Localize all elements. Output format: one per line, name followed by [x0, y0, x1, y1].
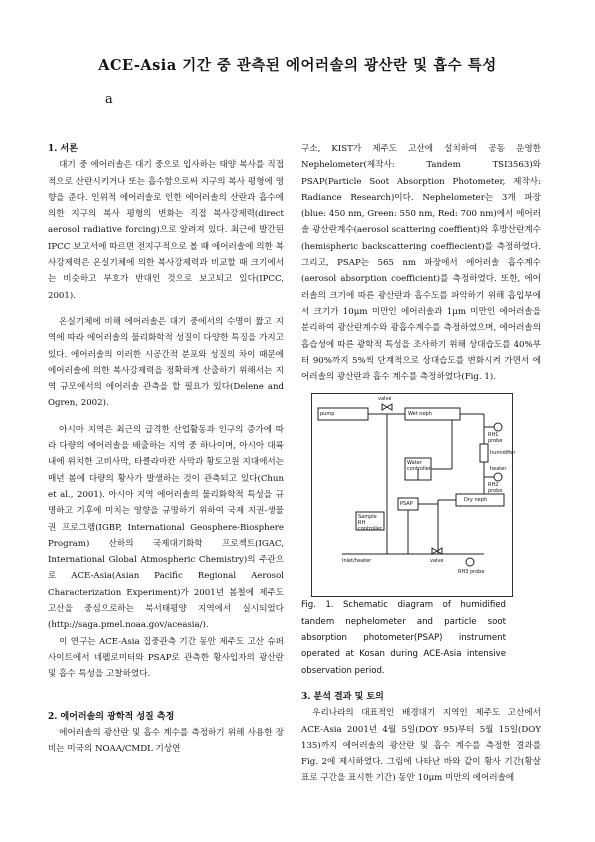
label-sampling-controller: Sample RH controller — [358, 514, 382, 533]
label-rh2-probe: RH2 probe — [488, 482, 503, 495]
methods-heading: 2. 에어러솔의 광학적 성질 측정 — [48, 711, 175, 722]
label-heater: heater — [490, 466, 507, 473]
intro-paragraph-3: 아시아 지역은 최근의 급격한 산업활동과 인구의 증가에 따라 다량의 에어러솔을 배출하는 지역 중 하나이며, 아시아 대륙 내에 위치한 고비사막, 타클라마칸 사막과 황토고원 지대에서는 매년 봄에 다량의 황사가 발생하는 것이 관측되고 있다(Chun et al., 2001). 아시아 지역 에어러솔의 물리화학적 특성을 규명하고 기후에 미치는 영향을 규명하기 위하여 국제 지권-생물권 프로그램(IGBP, International Geosphere-Biosphere Program) 산하의 국제대기화학 프로젝트(IGAC, International Global Atmospheric Chemistry)의 주관으로 ACE-Asia(Asian Pacific Regional Aerosol Characterization Experiment)가 2001년 봄철에 제주도 고산을 중심으로하는 북서태평양 지역에서 실시되었다(http://saga.pmel.noaa.gov/aceasia/). — [48, 424, 284, 631]
label-humidifier: humidifier — [490, 450, 516, 457]
label-rh1-probe: RH1 probe — [488, 432, 503, 445]
schematic-diagram — [312, 394, 512, 596]
results-heading: 3. 분석 결과 및 토의 — [301, 691, 384, 702]
label-pump: pump — [320, 411, 335, 418]
left-column — [48, 141, 284, 757]
figure-schematic — [311, 393, 516, 597]
label-dry-neph: Dry neph — [464, 497, 488, 504]
label-valve: valve — [378, 396, 392, 403]
intro-paragraph-4: 이 연구는 ACE-Asia 집중관측 기간 동안 제주도 고산 슈퍼사이트에서 네펠로미터와 PSAP로 관측한 황사입자의 광산란 및 흡수 특성을 고찰하였다. — [48, 636, 284, 680]
intro-paragraph-1: 대기 중 에어러솔은 대기 중으로 입사하는 태양 복사를 직접적으로 산란시키거나 또는 흡수함으로써 지구의 복사 평형에 영향을 준다. 인위적 에어러솔로 인한 에어러솔의 산란과 흡수에 의한 지구의 복사 평형의 변화는 직접 복사강제력(direct aerosol radiative forcing)으로 알려져 있다. 최근에 발간된 IPCC 보고서에 따르면 전지구적으로 볼 때 에어러솔에 의한 복사강제력은 온실기체에 의한 복사강제력과 비교할 때 크기에서는 비슷하고 부호가 반대인 것으로 보고되고 있다(IPCC, 2001). — [48, 160, 284, 301]
methods-paragraph-1: 에어러솔의 광산란 및 흡수 계수를 측정하기 위해 사용한 장비는 미국의 NOAA/CMDL 기상연 — [48, 727, 284, 755]
label-psap: PSAP — [400, 501, 413, 508]
methods-paragraph-2: 구소, KIST가 제주도 고산에 설치하여 공동 운영한 Nephelometer(제작사: Tandem TSI3563)와 PSAP(Particle Soot Absorption Photometer, 제작사: Radiance Research)이다. Nephelometer는 3개 파장(blue: 450 nm, Green: 550 nm, Red: 700 nm)에서 에어러솔 광산란계수(aerosol scattering coeffient)와 후방산란계수(hemispheric backscattering coeffiecient)를 측정하였다. 그리고, PSAP는 565 nm 파장에서 에어러솔 흡수계수(aerosol absorption coefficient)를 측정하였다. 또한, 에어러솔의 크기에 따른 광산란과 흡수도를 파악하기 위해 흡입부에서 크기가 10μm 미만인 에어러솔과 1μm 미만인 에어러솔을 분리하여 광산란계수와 광흡수계수를 측정하였으며, 에어러솔의 흡습성에 따른 광학적 특성을 조사하기 위해 상대습도를 40%부터 90%까지 5%씩 단계적으로 상대습도를 변화시켜 가면서 에어러솔의 광산란과 흡수 계수를 측정하였다(Fig. 1). — [301, 144, 541, 383]
label-valve-2: valve — [430, 558, 444, 565]
intro-heading: 1. 서론 — [48, 144, 78, 154]
page-title: ACE-Asia 기간 중 관측된 에어러솔의 광산란 및 흡수 특성 — [98, 57, 497, 74]
right-column — [301, 141, 541, 787]
intro-paragraph-2: 온실기체에 비해 에어러솔은 대기 중에서의 수명이 짧고 지역에 따라 에어러솔의 물리화학적 성질이 다양한 특징을 가지고 있다. 에어러솔의 이러한 시공간적 분포와 성질의 차이 때문에 에어러솔에 의한 복사강제력을 정확하게 산출하기 위해서는 지역 규모에서의 에어러솔 관측을 할 필요가 있다(Delene and Ogren, 2002). — [48, 316, 284, 409]
heater-box — [480, 444, 488, 462]
figure-caption: Fig. 1. Schematic diagram of humidified tandem nephelometer and particle soot absorption photometer(PSAP) instrument operated at Kosan during ACE-Asia intensive observation period. — [301, 600, 506, 676]
author: a — [105, 92, 113, 107]
label-wet-neph: Wet neph — [408, 411, 432, 418]
label-water-controller: Water controller — [407, 460, 431, 473]
label-inlet: Inlet/heater — [342, 558, 372, 565]
results-paragraph-1: 우리나라의 대표적인 배경대기 지역인 제주도 고산에서 ACE-Asia 2001년 4월 5일(DOY 95)부터 5월 15일(DOY 135)까지 에어러솔의 광산란 및 흡수 계수를 측정한 결과를 Fig. 2에 제시하였다. 그림에 나타난 바와 같이 황사 기간(황살표로 구간을 표시한 기간) 동안 10μm 미만의 에어러솔에 — [301, 708, 541, 784]
label-rh3-probe: RH3 probe — [458, 569, 485, 576]
